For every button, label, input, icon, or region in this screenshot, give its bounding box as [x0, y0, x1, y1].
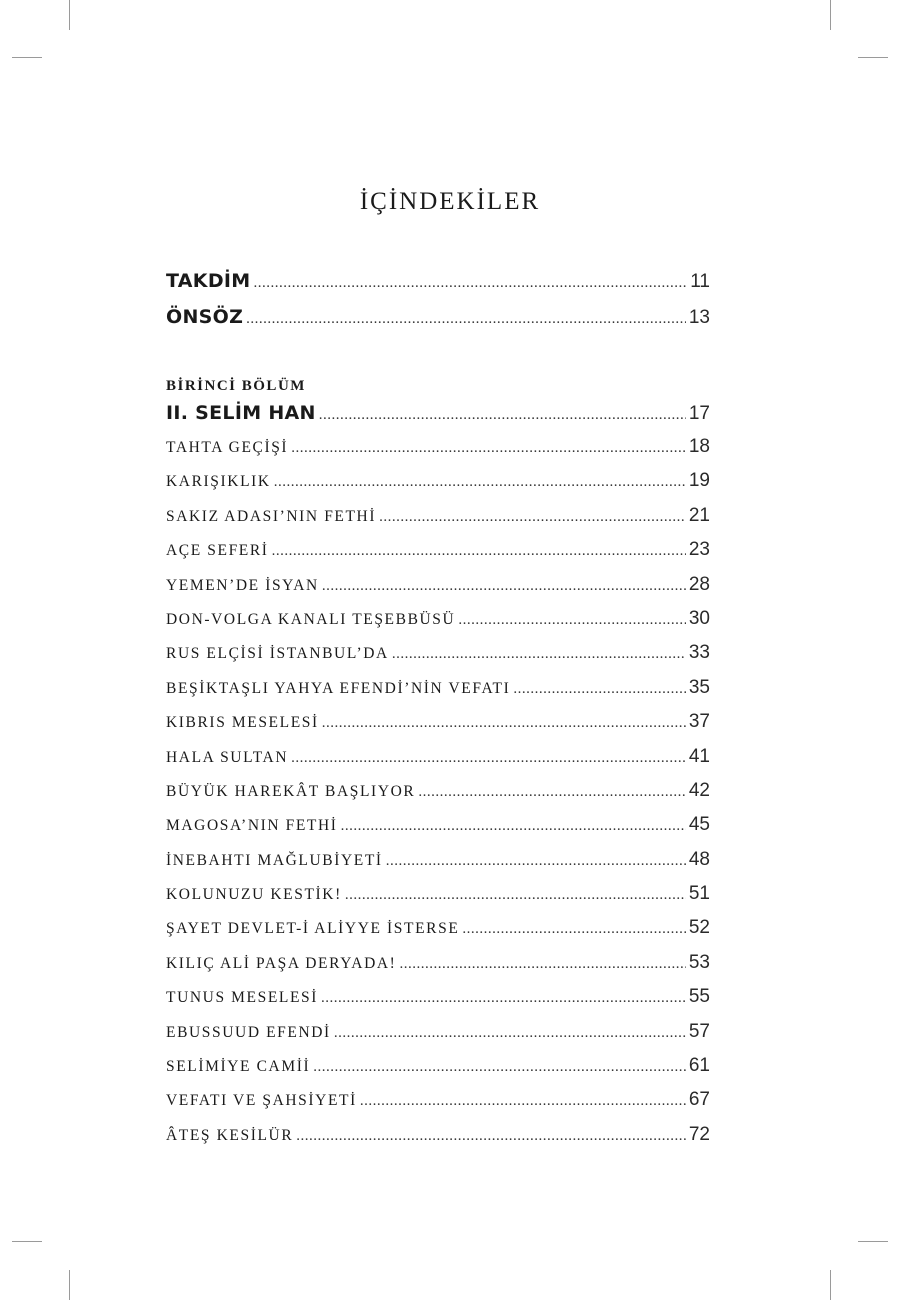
toc-entry-page: 45 [688, 814, 710, 836]
toc-chapter-entry[interactable] [166, 402, 710, 436]
toc-entry[interactable] [166, 746, 710, 780]
toc-entry-page: 13 [688, 307, 710, 328]
dot-leader [462, 921, 685, 938]
toc-entry[interactable] [166, 986, 710, 1020]
dot-leader [319, 407, 686, 424]
toc-entry[interactable] [166, 917, 710, 951]
toc-entry-title: BÜYÜK HAREKÂT BAŞLIYOR [166, 782, 416, 800]
toc-entry-page: 53 [688, 951, 710, 973]
toc-entry[interactable] [166, 849, 710, 883]
dot-leader [253, 275, 687, 292]
toc-entry[interactable] [166, 780, 710, 814]
toc-entry-title: BEŞİKTAŞLI YAHYA EFENDİ’NİN VEFATI [166, 679, 511, 697]
dot-leader [313, 1059, 686, 1076]
toc-entry-title: TUNUS MESELESİ [166, 989, 319, 1007]
toc-entry-page: 55 [688, 986, 710, 1008]
toc-entry-page: 30 [688, 607, 710, 629]
dot-leader [334, 1025, 686, 1042]
dot-leader [399, 956, 685, 973]
toc-entry-title: KOLUNUZU KESTİK! [166, 886, 342, 904]
toc-entry-page: 28 [688, 573, 710, 595]
toc-entry-title: HALA SULTAN [166, 748, 289, 766]
dot-leader [296, 1128, 686, 1145]
toc-entry-page: 17 [688, 403, 710, 424]
toc-entry-title: II. SELİM HAN [166, 402, 316, 424]
toc-entry-page: 37 [688, 711, 710, 733]
dot-leader [321, 990, 686, 1007]
toc-entry[interactable] [166, 505, 710, 539]
toc-entry-title: TAHTA GEÇİŞİ [166, 439, 289, 456]
toc-entry[interactable] [166, 270, 710, 306]
dot-leader [274, 474, 686, 491]
dot-leader [345, 887, 686, 904]
toc-entry-title: SELİMİYE CAMİİ [166, 1058, 311, 1076]
dot-leader [418, 784, 686, 801]
dot-leader [458, 612, 686, 629]
dot-leader [513, 681, 686, 698]
toc-entry[interactable] [166, 1124, 710, 1158]
toc-entry-title: KILIÇ ALİ PAŞA DERYADA! [166, 954, 397, 972]
dot-leader [386, 853, 686, 870]
toc-entry-page: 18 [688, 436, 710, 457]
toc-entry-page: 72 [688, 1123, 710, 1145]
page-title: İÇİNDEKİLER [359, 188, 541, 215]
part-label: BİRİNCİ BÖLÜM [166, 378, 306, 394]
crop-mark [830, 0, 831, 30]
toc-entry[interactable] [166, 306, 710, 342]
toc-entry-title: RUS ELÇİSİ İSTANBUL’DA [166, 645, 389, 663]
toc-entry-page: 41 [688, 745, 710, 767]
toc-entry-title: MAGOSA’NIN FETHİ [166, 817, 338, 835]
toc-entry-title: ŞAYET DEVLET-İ ALİYYE İSTERSE [166, 920, 460, 938]
crop-mark [830, 1270, 831, 1300]
toc-entry-page: 61 [688, 1055, 710, 1077]
toc-entry[interactable] [166, 814, 710, 848]
toc-entry[interactable] [166, 470, 710, 504]
toc-entry-page: 48 [688, 848, 710, 870]
toc-entry-title: KARIŞIKLIK [166, 473, 271, 491]
toc-entry-title: DON-VOLGA KANALI TEŞEBBÜSÜ [166, 610, 456, 628]
dot-leader [379, 509, 686, 526]
crop-mark [858, 1241, 888, 1242]
toc-entry-page: 23 [688, 539, 710, 561]
toc-entry-page: 21 [688, 504, 710, 526]
toc-entry-title: YEMEN’DE İSYAN [166, 576, 319, 594]
toc-entry-title: ÖNSÖZ [166, 306, 244, 328]
toc-entry[interactable] [166, 883, 710, 917]
chapter-heading [166, 402, 710, 436]
toc-entry[interactable] [166, 539, 710, 573]
toc-entry-title: KIBRIS MESELESİ [166, 714, 319, 732]
toc-entry-title: SAKIZ ADASI’NIN FETHİ [166, 507, 377, 525]
toc-entry[interactable] [166, 711, 710, 745]
toc-entry[interactable] [166, 1021, 710, 1055]
toc-entry-page: 51 [688, 883, 710, 905]
dot-leader [322, 578, 686, 595]
toc-entry-page: 52 [688, 917, 710, 939]
crop-mark [69, 0, 70, 30]
dot-leader [272, 543, 686, 560]
toc-entry[interactable] [166, 642, 710, 676]
toc-entry-title: TAKDİM [166, 270, 251, 292]
dot-leader [246, 311, 686, 328]
toc-entry-page: 67 [688, 1089, 710, 1111]
toc-entry-title: VEFATI VE ŞAHSİYETİ [166, 1092, 357, 1110]
toc-entry[interactable] [166, 952, 710, 986]
dot-leader [322, 715, 686, 732]
toc-entry[interactable] [166, 574, 710, 608]
toc-entry-title: İNEBAHTI MAĞLUBİYETİ [166, 851, 383, 869]
toc-entry[interactable] [166, 608, 710, 642]
dot-leader [360, 1093, 686, 1110]
front-matter-list [166, 270, 710, 342]
dot-leader [291, 750, 686, 767]
crop-mark [12, 1241, 42, 1242]
toc-entry-page: 57 [688, 1020, 710, 1042]
toc-entry[interactable] [166, 436, 710, 470]
toc-entry-title: AÇE SEFERİ [166, 542, 269, 560]
toc-entry-page: 11 [690, 271, 710, 292]
crop-mark [858, 57, 888, 58]
toc-entry[interactable] [166, 1089, 710, 1123]
toc-entry-page: 42 [688, 779, 710, 801]
dot-leader [392, 646, 686, 663]
section-list [166, 436, 710, 1158]
toc-entry[interactable] [166, 1055, 710, 1089]
dot-leader [341, 818, 686, 835]
crop-mark [12, 57, 42, 58]
toc-entry-page: 33 [688, 642, 710, 664]
toc-entry-page: 35 [688, 676, 710, 698]
toc-entry[interactable] [166, 677, 710, 711]
toc-entry-title: EBUSSUUD EFENDİ [166, 1023, 331, 1041]
toc-entry-page: 19 [688, 470, 710, 492]
dot-leader [291, 440, 686, 457]
crop-mark [69, 1270, 70, 1300]
toc-entry-title: ÂTEŞ KESİLÜR [166, 1126, 294, 1144]
